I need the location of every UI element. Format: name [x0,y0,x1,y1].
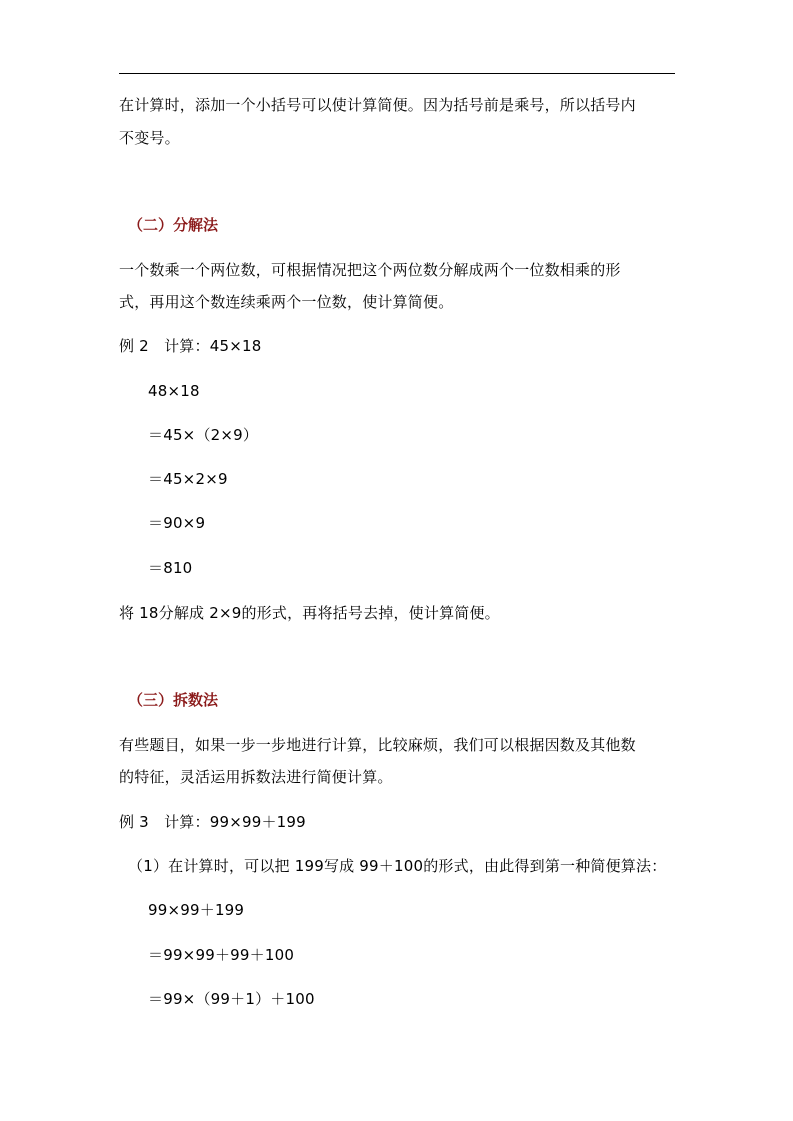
decomposition-conclusion: 将 18分解成 2×9的形式，再将括号去掉，使计算简便。 [119,604,500,622]
header-rule [119,73,675,74]
example-2-step: 48×18 [148,382,200,400]
example-3-label: 例 3 计算：99×99＋199 [119,813,306,831]
intro-paragraph-line-2: 不变号。 [119,129,180,147]
decomposition-desc-line-1: 一个数乘一个两位数，可根据情况把这个两位数分解成两个一位数相乘的形 [119,261,621,279]
split-number-desc-line-1: 有些题目，如果一步一步地进行计算，比较麻烦，我们可以根据因数及其他数 [119,736,636,754]
example-3-step: ＝99×（99＋1）＋100 [148,990,315,1008]
example-2-step: ＝45×2×9 [148,470,228,488]
intro-paragraph-line-1: 在计算时，添加一个小括号可以使计算简便。因为括号前是乘号，所以括号内 [119,96,636,114]
example-2-step: ＝810 [148,559,193,577]
example-3-step: 99×99＋199 [148,901,245,919]
example-2-step: ＝45×（2×9） [148,426,259,444]
section-heading-split-number: （三）拆数法 [128,691,219,709]
section-heading-decomposition: （二）分解法 [128,216,219,234]
example-3-method-1: （1）在计算时，可以把 199写成 99＋100的形式，由此得到第一种简便算法： [128,857,667,875]
decomposition-desc-line-2: 式，再用这个数连续乘两个一位数，使计算简便。 [119,293,454,311]
example-2-label: 例 2 计算：45×18 [119,337,262,355]
example-3-step: ＝99×99＋99＋100 [148,946,295,964]
example-2-step: ＝90×9 [148,514,206,532]
split-number-desc-line-2: 的特征，灵活运用拆数法进行简便计算。 [119,768,393,786]
